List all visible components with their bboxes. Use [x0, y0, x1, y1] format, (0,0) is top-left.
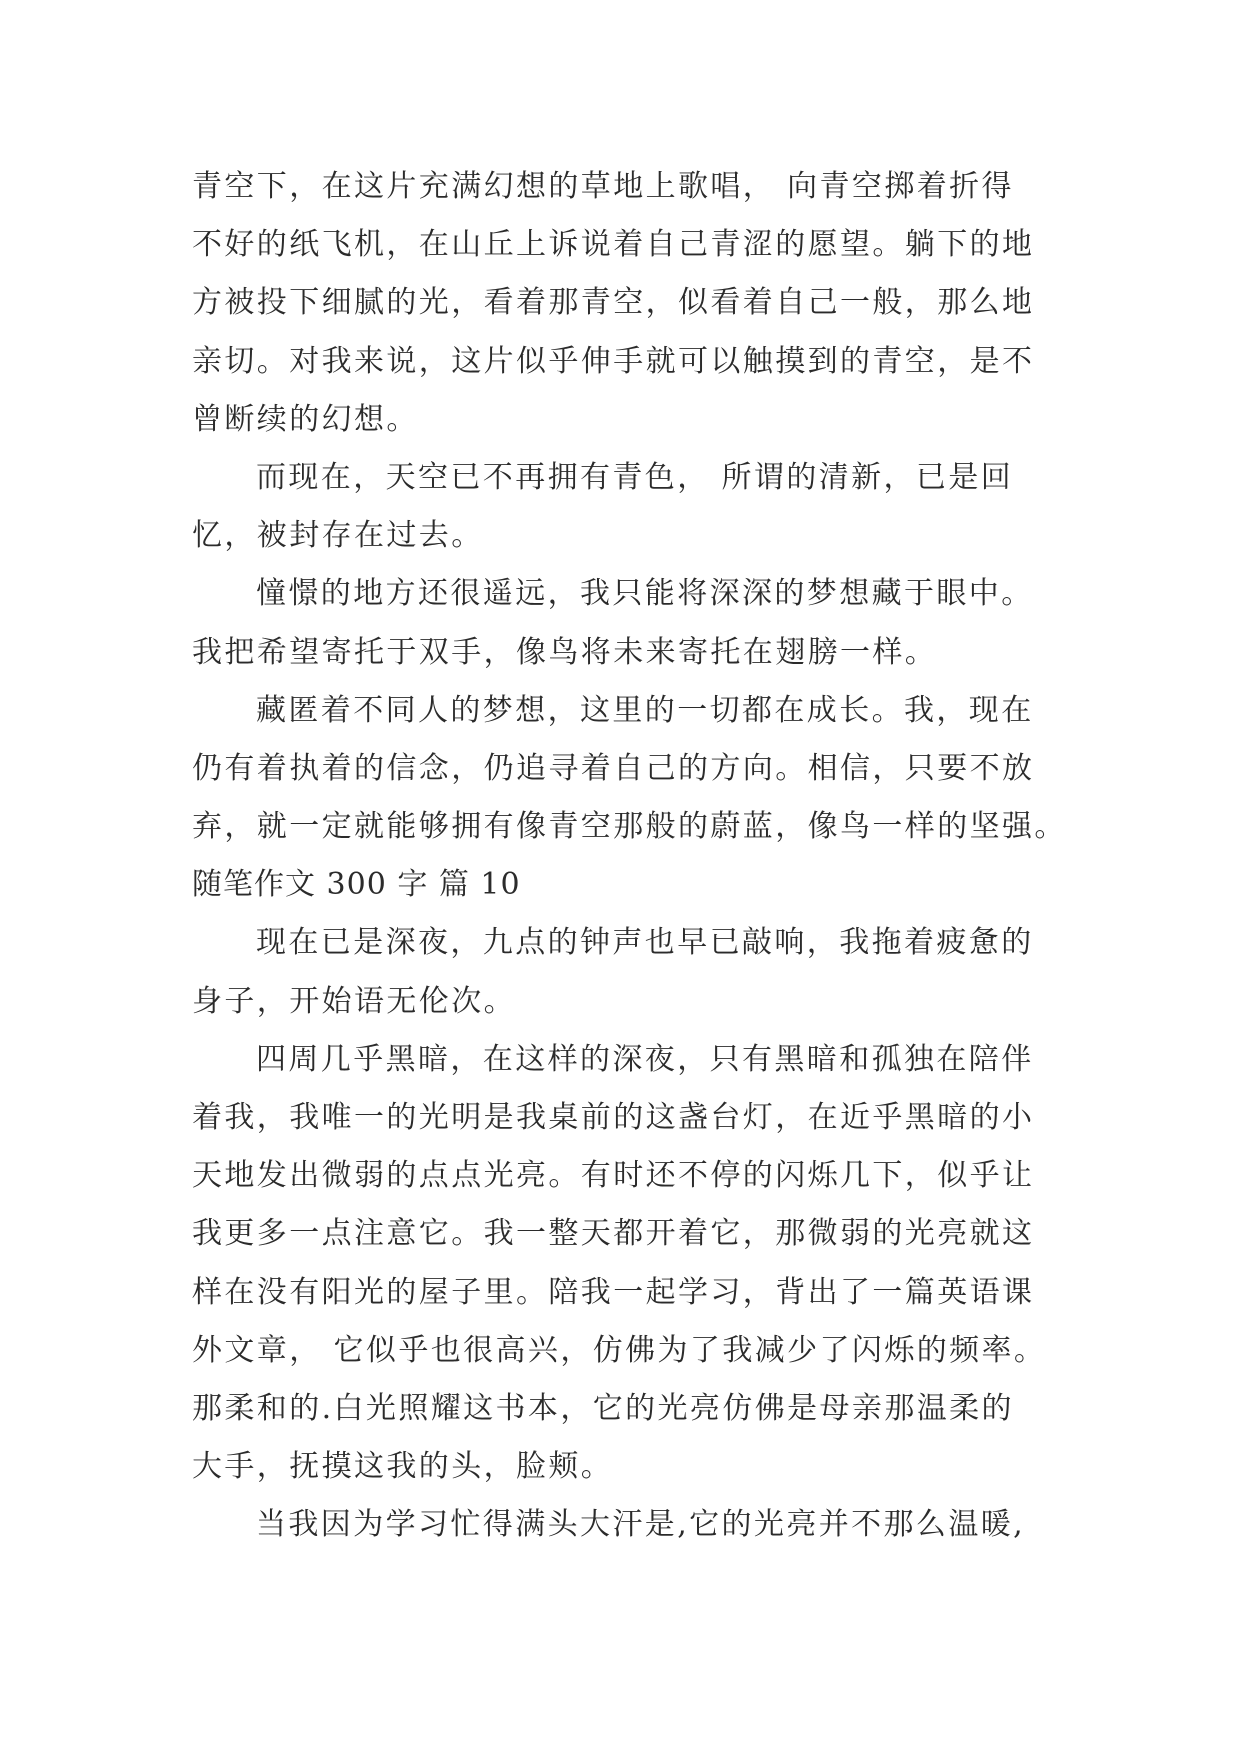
text-line: 天地发出微弱的点点光亮。有时还不停的闪烁几下，似乎让 [192, 1158, 1035, 1194]
text-line: 亲切。对我来说，这片似乎伸手就可以触摸到的青空，是不 [192, 343, 1035, 379]
paragraph-start-line: 憧憬的地方还很遥远，我只能将深深的梦想藏于眼中。 [256, 576, 1034, 612]
text-line: 弃，就一定就能够拥有像青空那般的蔚蓝，像鸟一样的坚强。 [192, 809, 1067, 845]
document-body [192, 158, 1072, 1555]
paragraph-start-line: 而现在，天空已不再拥有青色， 所谓的清新，已是回 [256, 459, 1014, 495]
text-line: 我更多一点注意它。我一整天都开着它，那微弱的光亮就这 [192, 1216, 1035, 1252]
text-line: 曾断续的幻想。 [192, 401, 419, 437]
section-heading: 随笔作文 300 字 篇 10 [192, 867, 521, 903]
paragraph-start-line: 四周几乎黑暗，在这样的深夜，只有黑暗和孤独在陪伴 [256, 1041, 1034, 1077]
paragraph-start-line: 现在已是深夜，九点的钟声也早已敲响，我拖着疲惫的 [256, 925, 1034, 961]
text-line: 忆，被封存在过去。 [192, 518, 484, 554]
text-line: 那柔和的.白光照耀这书本，它的光亮仿佛是母亲那温柔的 [192, 1390, 1014, 1426]
text-line: 样在没有阳光的屋子里。陪我一起学习，背出了一篇英语课 [192, 1274, 1035, 1310]
text-line: 着我，我唯一的光明是我桌前的这盏台灯，在近乎黑暗的小 [192, 1100, 1035, 1135]
text-line: 身子，开始语无伦次。 [192, 983, 516, 1019]
text-line: 方被投下细腻的光，看着那青空，似看着自己一般，那么地 [192, 285, 1035, 321]
text-line: 青空下，在这片充满幻想的草地上歌唱， 向青空掷着折得 [192, 169, 1014, 204]
text-line: 我把希望寄托于双手，像鸟将未来寄托在翅膀一样。 [192, 634, 938, 670]
text-line: 仍有着执着的信念，仍追寻着自己的方向。相信，只要不放 [192, 750, 1035, 786]
paragraph-start-line: 藏匿着不同人的梦想，这里的一切都在成长。我，现在 [256, 692, 1034, 728]
paragraph-start-line: 当我因为学习忙得满头大汗是,它的光亮并不那么温暖, [256, 1507, 1026, 1543]
text-line: 不好的纸飞机，在山丘上诉说着自己青涩的愿望。躺下的地 [192, 227, 1035, 263]
text-line: 大手，抚摸这我的头，脸颊。 [192, 1449, 614, 1485]
text-line: 外文章， 它似乎也很高兴，仿佛为了我减少了闪烁的频率。 [192, 1332, 1047, 1368]
